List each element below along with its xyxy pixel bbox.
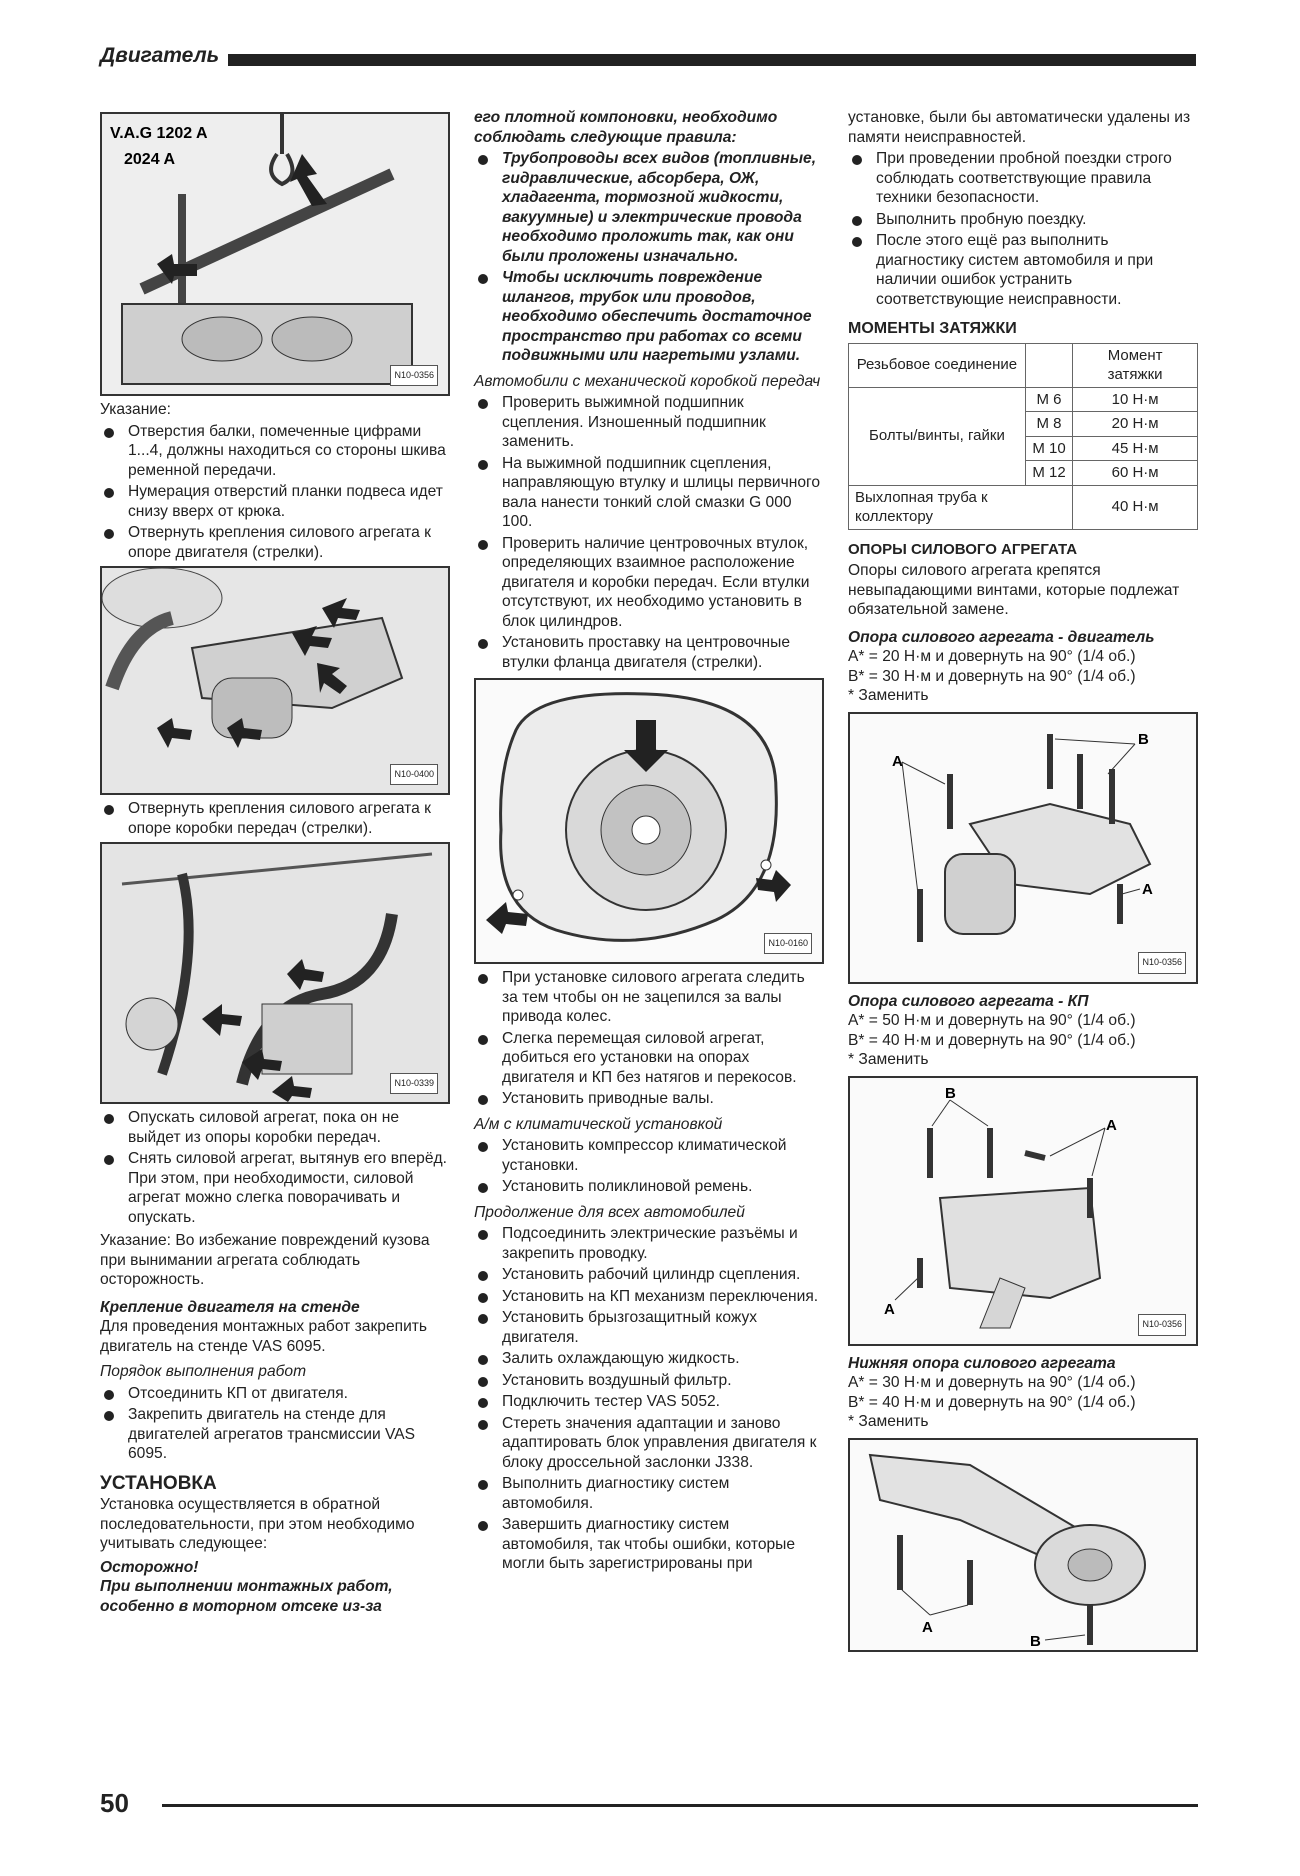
figure-caption: Опора силового агрегата - двигатель: [848, 628, 1155, 646]
bullet-list: [474, 1136, 824, 1197]
column-middle: [474, 108, 824, 1576]
caution-text: При выполнении монтажных работ, особенно в моторном отсеке из-за: [100, 1578, 393, 1615]
list-item: Стереть значения адаптации и заново адаптировать блок управления двигателя к блоку дроссельной заслонки J338.: [474, 1414, 824, 1473]
bullet-list: [474, 393, 824, 672]
replace-note: * Заменить: [848, 1413, 929, 1430]
figure-label-a: A: [1142, 880, 1153, 898]
paragraph: Установка осуществляется в обратной последовательности, при этом необходимо учитывать следующее:: [100, 1496, 415, 1552]
table-header-cell: Резьбовое соединение: [849, 343, 1026, 387]
subsection-title: А/м с климатической установкой: [474, 1115, 723, 1133]
list-item: Отвернуть крепления силового агрегата к опоре коробки передач (стрелки).: [100, 799, 450, 838]
footer-rule: [162, 1804, 1198, 1807]
figure-caption: Опора силового агрегата - КП: [848, 992, 1089, 1010]
figure-label-b: B: [945, 1084, 956, 1102]
section-title-install: УСТАНОВКА: [100, 1472, 217, 1494]
paragraph: Опоры силового агрегата крепятся невыпадающими винтами, которые подлежат обязательной замене.: [848, 562, 1180, 618]
list-item: Установить приводные валы.: [474, 1089, 824, 1109]
table-header-row: [849, 343, 1198, 387]
figure-caption: Нижняя опора силового агрегата: [848, 1354, 1116, 1372]
page-header-title: Двигатель: [100, 44, 220, 67]
header-rule: [228, 54, 1196, 66]
list-item: Выполнить пробную поездку.: [848, 210, 1198, 230]
table-row: [849, 485, 1198, 529]
list-item: Слегка перемещая силовой агрегат, добиться его установки на опорах двигателя и КП без натягов и перекосов.: [474, 1029, 824, 1088]
list-item: Трубопроводы всех видов (топливные, гидравлические, абсорбера, ОЖ, хладагента, тормозной жидкости, вакуумные) и электрические провода необходимо проложить так, как они были проложены изначально.: [474, 149, 824, 266]
figure-code: N10-0400: [390, 764, 438, 786]
page-number: 50: [100, 1788, 129, 1818]
table-cell: M 6: [1025, 387, 1072, 412]
list-item: Отсоединить КП от двигателя.: [100, 1384, 450, 1404]
list-item: Выполнить диагностику систем автомобиля.: [474, 1474, 824, 1513]
torque-spec: A* = 30 Н·м и довернуть на 90° (1/4 об.): [848, 1374, 1136, 1391]
table-cell: 45 Н·м: [1073, 436, 1198, 461]
list-item: Установить брызгозащитный кожух двигателя.: [474, 1308, 824, 1347]
list-item: Установить воздушный фильтр.: [474, 1371, 824, 1391]
subsection-title: Порядок выполнения работ: [100, 1363, 307, 1380]
list-item: Отверстия балки, помеченные цифрами 1...4, должны находиться со стороны шкива ременной передачи.: [100, 422, 450, 481]
replace-note: * Заменить: [848, 1051, 929, 1068]
figure-engine-mount-photo: [100, 566, 450, 795]
list-item: Залить охлаждающую жидкость.: [474, 1349, 824, 1369]
column-right: [848, 108, 1198, 1652]
torque-spec: B* = 30 Н·м и довернуть на 90° (1/4 об.): [848, 667, 1136, 685]
list-item: При установке силового агрегата следить за тем чтобы он не зацепился за валы привода колес.: [474, 968, 824, 1027]
column-left: [100, 112, 450, 1616]
figure-label-a: A: [884, 1300, 895, 1318]
figure-label-b: B: [1138, 730, 1149, 748]
bullet-list: [474, 149, 824, 366]
list-item: После этого ещё раз выполнить диагностику систем автомобиля и при наличии ошибок устранить соответствующие неисправности.: [848, 231, 1198, 309]
list-item: Установить проставку на центровочные втулки фланца двигателя (стрелки).: [474, 633, 824, 672]
list-item: Чтобы исключить повреждение шлангов, трубок или проводов, необходимо обеспечить достаточное пространство при работах со всеми подвижными или нагретыми узлами.: [474, 268, 824, 366]
figure-code: N10-0160: [764, 933, 812, 955]
figure-adapter-plate: [474, 678, 824, 964]
table-cell: 60 Н·м: [1073, 461, 1198, 486]
table-cell: Болты/винты, гайки: [849, 387, 1026, 485]
paragraph: Для проведения монтажных работ закрепить двигатель на стенде VAS 6095.: [100, 1318, 428, 1355]
list-item: При проведении пробной поездки строго соблюдать соответствующие правила техники безопасности.: [848, 149, 1198, 208]
figure-label-a: A: [922, 1618, 933, 1636]
list-item: На выжимной подшипник сцепления, направляющую втулку и шлицы первичного вала нанести тонкий слой смазки G 000 100.: [474, 454, 824, 532]
torque-table: [848, 343, 1198, 530]
subsection-title: Продолжение для всех автомобилей: [474, 1203, 745, 1221]
replace-note: * Заменить: [848, 687, 929, 704]
figure-engine-mount-diagram: [848, 712, 1198, 984]
bullet-list: [848, 149, 1198, 309]
torque-spec: A* = 50 Н·м и довернуть на 90° (1/4 об.): [848, 1012, 1136, 1029]
section-subtitle: Крепление двигателя на стенде: [100, 1298, 360, 1316]
section-title-torque: МОМЕНТЫ ЗАТЯЖКИ: [848, 320, 1017, 337]
table-cell: 20 Н·м: [1073, 412, 1198, 437]
table-header-cell: [1025, 343, 1072, 387]
list-item: Снять силовой агрегат, вытянув его вперёд. При этом, при необходимости, силовой агрегат можно слегка поворачивать и опускать.: [100, 1149, 450, 1227]
list-item: Опускать силовой агрегат, пока он не выйдет из опоры коробки передач.: [100, 1108, 450, 1147]
figure-label-tool-2: 2024 A: [124, 151, 175, 168]
list-item: Установить рабочий цилиндр сцепления.: [474, 1265, 824, 1285]
list-item: Установить на КП механизм переключения.: [474, 1287, 824, 1307]
table-header-cell: Момент затяжки: [1073, 343, 1198, 387]
table-row: [849, 387, 1198, 412]
list-item: Подключить тестер VAS 5052.: [474, 1392, 824, 1412]
figure-gearbox-mount-diagram: [848, 1076, 1198, 1346]
figure-lower-mount-diagram: [848, 1438, 1198, 1652]
table-cell: 10 Н·м: [1073, 387, 1198, 412]
list-item: Отвернуть крепления силового агрегата к опоре двигателя (стрелки).: [100, 523, 450, 562]
figure-label-b: B: [1030, 1632, 1041, 1650]
figure-engine-hoist: [100, 112, 450, 396]
figure-label-tool-1: V.A.G 1202 A: [110, 125, 208, 142]
list-item: Закрепить двигатель на стенде для двигателей агрегатов трансмиссии VAS 6095.: [100, 1405, 450, 1464]
figure-label-a: A: [892, 752, 903, 770]
bullet-list: [100, 422, 450, 563]
torque-spec: A* = 20 Н·м и довернуть на 90° (1/4 об.): [848, 648, 1136, 665]
section-title-supports: ОПОРЫ СИЛОВОГО АГРЕГАТА: [848, 540, 1078, 558]
note-text: Указание: Во избежание повреждений кузова при вынимании агрегата соблюдать осторожность.: [100, 1232, 430, 1288]
list-item: Завершить диагностику систем автомобиля, так чтобы ошибки, которые могли быть зарегистрированы при: [474, 1515, 824, 1574]
note-title: Указание:: [100, 401, 172, 418]
table-cell: M 12: [1025, 461, 1072, 486]
table-cell: 40 Н·м: [1073, 485, 1198, 529]
caution-title: Осторожно!: [100, 1558, 199, 1576]
table-cell: M 8: [1025, 412, 1072, 437]
list-item: Подсоединить электрические разъёмы и закрепить проводку.: [474, 1224, 824, 1263]
list-item: Проверить выжимной подшипник сцепления. Изношенный подшипник заменить.: [474, 393, 824, 452]
subsection-title: Автомобили с механической коробкой передач: [474, 372, 821, 390]
torque-spec: B* = 40 Н·м и довернуть на 90° (1/4 об.): [848, 1393, 1136, 1411]
list-item: Проверить наличие центровочных втулок, определяющих взаимное расположение двигателя и коробки передач. Если втулки отсутствуют, их необходимо установить в блок цилиндров.: [474, 534, 824, 632]
list-item: Установить поликлиновой ремень.: [474, 1177, 824, 1197]
caution-continuation: его плотной компоновки, необходимо соблюдать следующие правила:: [474, 109, 778, 146]
figure-engine-bay-photo: [100, 842, 450, 1104]
figure-code: N10-0356: [390, 365, 438, 387]
bullet-list: [100, 1384, 450, 1464]
table-cell: M 10: [1025, 436, 1072, 461]
figure-code: N10-0356: [1138, 1314, 1186, 1336]
torque-spec: B* = 40 Н·м и довернуть на 90° (1/4 об.): [848, 1031, 1136, 1049]
figure-label-a: A: [1106, 1116, 1117, 1134]
table-cell: Выхлопная труба к коллектору: [849, 485, 1073, 529]
bullet-list: [474, 1224, 824, 1574]
list-item: Установить компрессор климатической установки.: [474, 1136, 824, 1175]
figure-code: N10-0339: [390, 1073, 438, 1095]
bullet-list: [100, 799, 450, 838]
bullet-list: [100, 1108, 450, 1227]
bullet-list: [474, 968, 824, 1109]
paragraph: установке, были бы автоматически удалены из памяти неисправностей.: [848, 109, 1191, 146]
figure-code: N10-0356: [1138, 952, 1186, 974]
list-item: Нумерация отверстий планки подвеса идет снизу вверх от крюка.: [100, 482, 450, 521]
